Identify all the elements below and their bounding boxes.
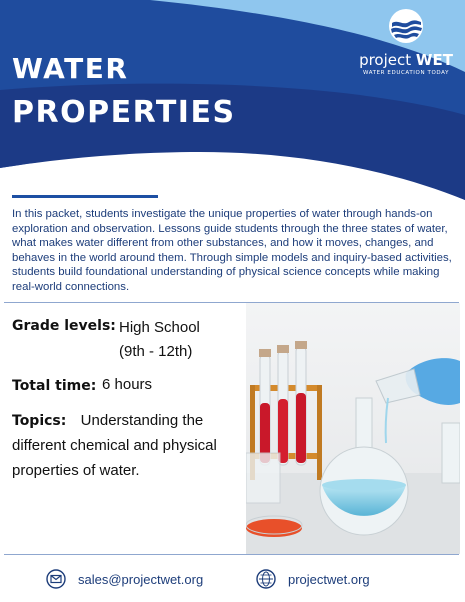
- intro-paragraph: In this packet, students investigate the unique properties of water through hands-on exploration and observation. Lessons guide students through the three states of water, what makes water different from other substances, and how it moves, changes, and behaves in the world around them. Through simple models and inquiry-based activities, students build foundational understanding of physical science concepts while making real-world connections.: [12, 208, 452, 293]
- lab-scene-illustration: [246, 303, 460, 554]
- grade-levels-line-2: (9th - 12th): [119, 343, 193, 360]
- grade-levels-line-1: High School: [119, 319, 200, 336]
- water-drop-logo-icon: [388, 8, 424, 44]
- website-link[interactable]: projectwet.org: [288, 571, 370, 587]
- envelope-icon: [46, 569, 66, 589]
- topics-value: Understanding the different chemical and physical properties of water.: [12, 412, 217, 479]
- topics-label: Topics:: [12, 413, 67, 429]
- topics-row: [12, 408, 244, 483]
- grade-levels-label: Grade levels:: [12, 318, 116, 334]
- email-contact[interactable]: [46, 567, 203, 591]
- logo-wordmark: project WET: [359, 51, 453, 69]
- project-wet-logo[interactable]: [352, 8, 460, 80]
- footer-divider: [4, 554, 459, 555]
- total-time-label: Total time:: [12, 378, 97, 394]
- grade-levels-value: [119, 316, 239, 364]
- title-line-2: PROPERTIES: [12, 95, 236, 130]
- globe-icon: [256, 569, 276, 589]
- intro-accent-rule: [12, 195, 158, 198]
- footer-contacts: [0, 562, 465, 596]
- total-time-value: 6 hours: [102, 376, 153, 393]
- website-contact[interactable]: [256, 567, 370, 591]
- email-link[interactable]: sales@projectwet.org: [78, 571, 204, 587]
- lab-glassware-photo: [246, 303, 460, 554]
- logo-tagline: WATER EDUCATION TODAY: [362, 70, 450, 76]
- title-line-1: WATER: [12, 52, 129, 85]
